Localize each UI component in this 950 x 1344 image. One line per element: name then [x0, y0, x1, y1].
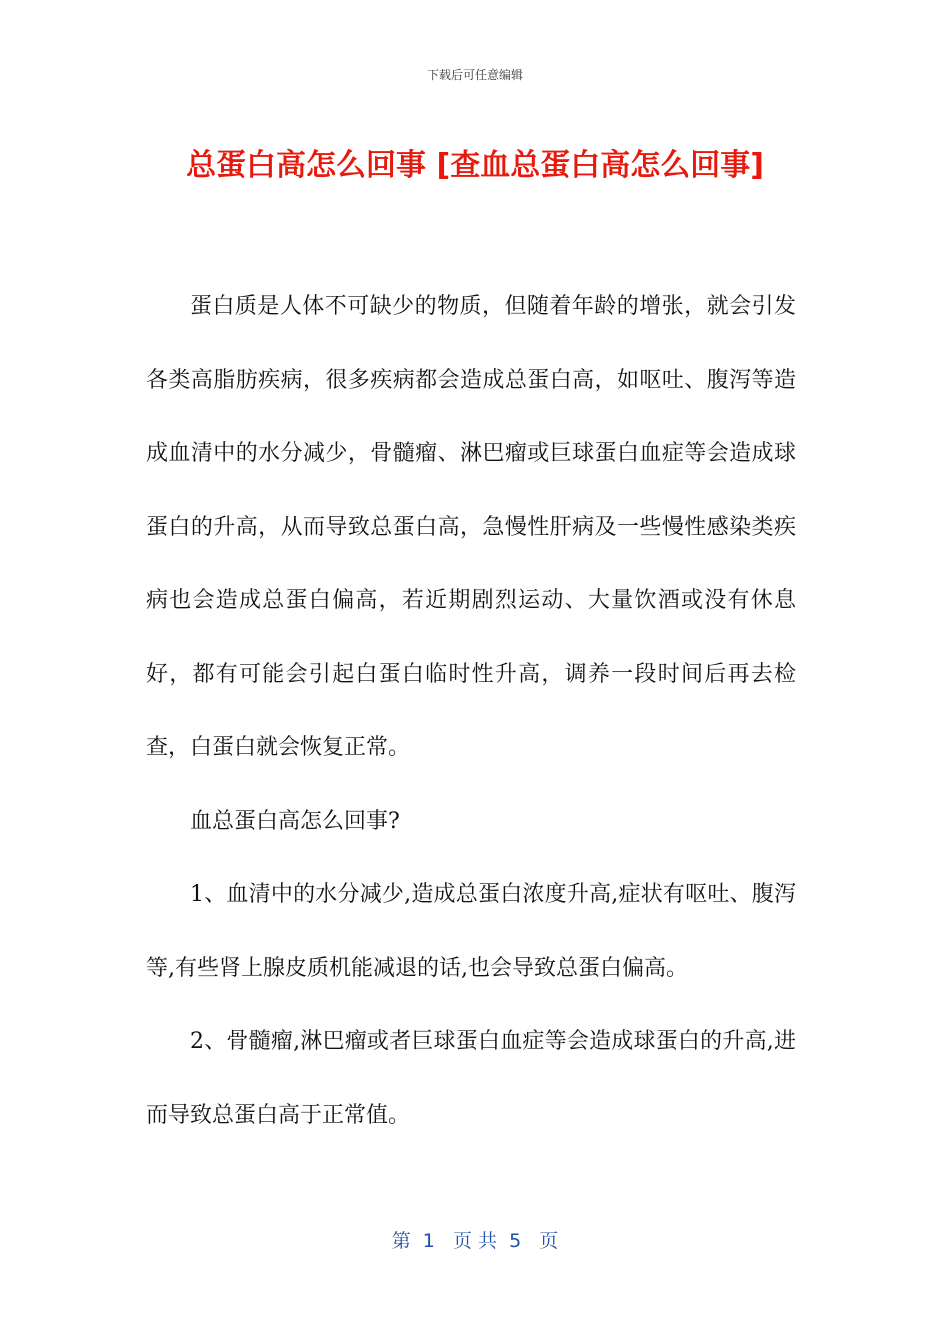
document-body — [146, 270, 796, 1152]
paragraph-question: 血总蛋白高怎么回事? — [190, 808, 400, 834]
paragraph-intro: 蛋白质是人体不可缺少的物质，但随着年龄的增张，就会引发各类高脂肪疾病，很多疾病都会造成总蛋白高，如呕吐、腹泻等造成血清中的水分减少，骨髓瘤、淋巴瘤或巨球蛋白血症等会造成球蛋白的升高，从而导致总蛋白高，急慢性肝病及一些慢性感染类疾病也会造成总蛋白偏高，若近期剧烈运动、大量饮酒或没有休息好，都有可能会引起白蛋白临时性升高，调养一段时间后再去检查，白蛋白就会恢复正常。 — [146, 294, 796, 760]
paragraph-point-2: 2、骨髓瘤,淋巴瘤或者巨球蛋白血症等会造成球蛋白的升高,进而导致总蛋白高于正常值。 — [146, 1029, 796, 1128]
page-number: 第 1 页 共 5 页 — [391, 1230, 559, 1252]
header-note: 下载后可任意编辑 — [426, 68, 523, 82]
paragraph-point-1: 1、血清中的水分减少,造成总蛋白浓度升高,症状有呕吐、腹泻等,有些肾上腺皮质机能减退的话,也会导致总蛋白偏高。 — [146, 882, 796, 981]
document-title: 总蛋白高怎么回事 [查血总蛋白高怎么回事] — [186, 148, 764, 183]
